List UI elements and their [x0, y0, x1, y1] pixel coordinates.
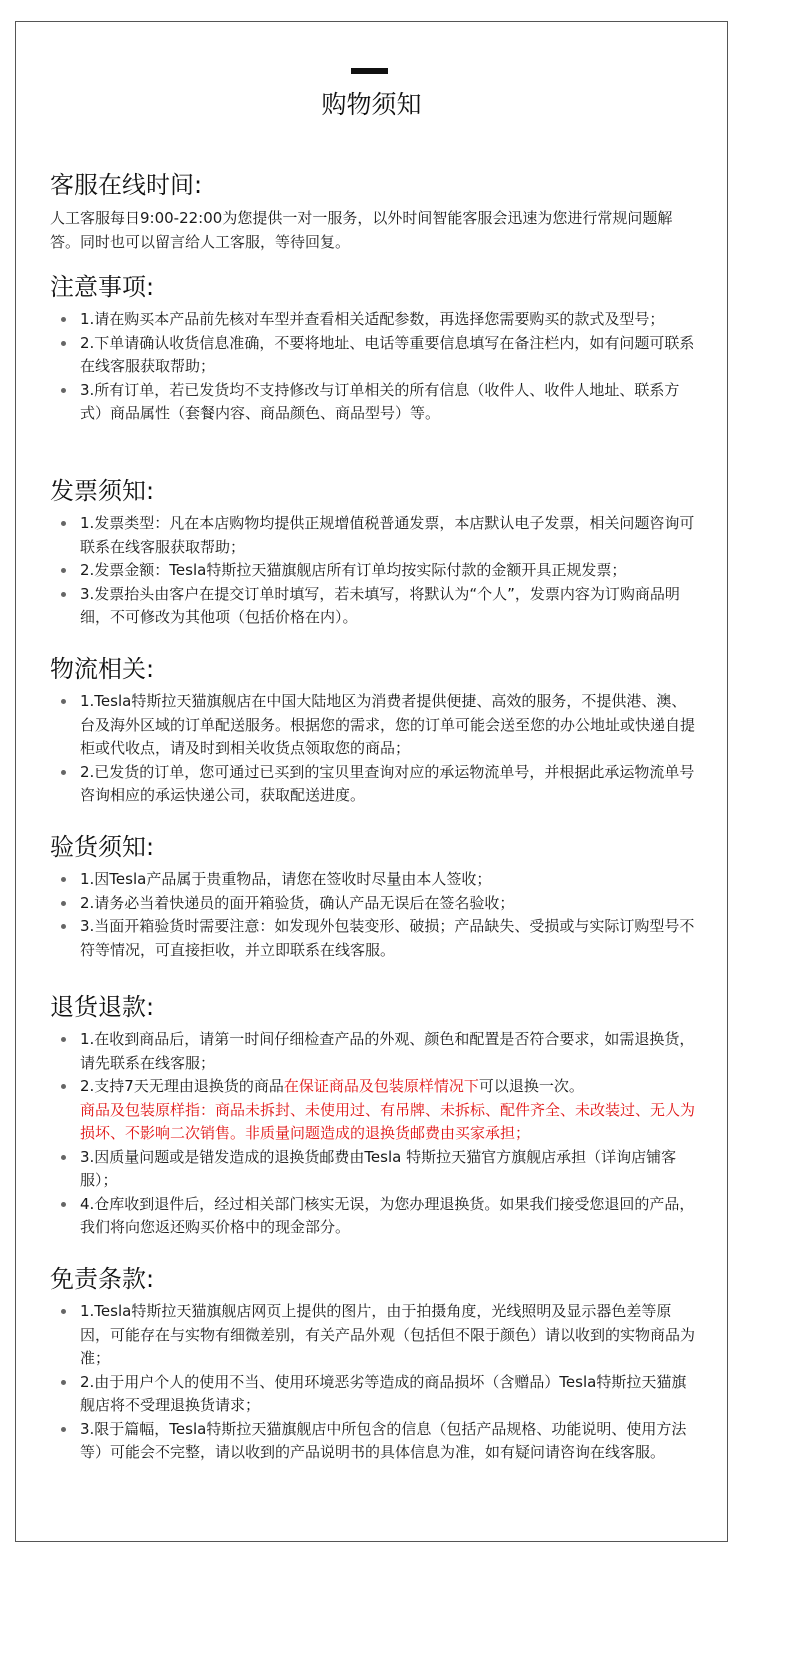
section-logistics	[50, 652, 700, 808]
list-item: 2.下单请确认收货信息准确，不要将地址、电话等重要信息填写在备注栏内，如有问题可联系在线客服获取帮助；	[50, 332, 700, 379]
section-returns	[50, 990, 700, 1240]
section-heading: 免责条款:	[50, 1265, 155, 1293]
list-item: 2.请务必当着快递员的面开箱验货，确认产品无误后在签名验收；	[50, 892, 700, 916]
return-policy-text-end: 可以退换一次。	[478, 1077, 584, 1095]
return-condition-note: 商品及包装原样指：商品未拆封、未使用过、有吊牌、未拆标、配件齐全、未改装过、无人为损坏、不影响二次销售。非质量问题造成的退换货邮费由买家承担；	[80, 1100, 696, 1142]
list-item	[50, 1075, 700, 1099]
section-heading: 退货退款:	[50, 993, 155, 1021]
list-item: 4.仓库收到退件后，经过相关部门核实无误，为您办理退换货。如果我们接受您退回的产品，我们将向您返还购买价格中的现金部分。	[50, 1193, 700, 1240]
section-heading: 物流相关:	[50, 655, 155, 683]
list-item: 2.发票金额：Tesla特斯拉天猫旗舰店所有订单均按实际付款的金额开具正规发票；	[50, 559, 700, 583]
section-text: 人工客服每日9:00-22:00为您提供一对一服务，以外时间智能客服会迅速为您进行常规问题解答。同时也可以留言给人工客服，等待回复。	[50, 209, 673, 251]
section-heading: 发票须知:	[50, 477, 155, 505]
section-notices	[50, 270, 700, 426]
section-disclaimer	[50, 1262, 700, 1465]
list-item: 3.因质量问题或是错发造成的退换货邮费由Tesla 特斯拉天猫官方旗舰店承担（详询店铺客服）；	[50, 1146, 700, 1193]
section-heading: 注意事项:	[50, 273, 155, 301]
section-heading: 客服在线时间:	[50, 171, 203, 199]
list-item: 1.发票类型：凡在本店购物均提供正规增值税普通发票，本店默认电子发票，相关问题咨询可联系在线客服获取帮助；	[50, 512, 700, 559]
list-item: 3.发票抬头由客户在提交订单时填写，若未填写，将默认为“个人”，发票内容为订购商品明细，不可修改为其他项（包括价格在内）。	[50, 583, 700, 630]
page-title: 购物须知	[321, 90, 422, 119]
list-item: 1.在收到商品后，请第一时间仔细检查产品的外观、颜色和配置是否符合要求，如需退换货，请先联系在线客服；	[50, 1028, 700, 1075]
list-item: 3.所有订单，若已发货均不支持修改与订单相关的所有信息（收件人、收件人地址、联系方式）商品属性（套餐内容、商品颜色、商品型号）等。	[50, 379, 700, 426]
list-item: 2.已发货的订单，您可通过已买到的宝贝里查询对应的承运物流单号，并根据此承运物流单号咨询相应的承运快递公司，获取配送进度。	[50, 761, 700, 808]
section-inspection	[50, 830, 700, 962]
list-item: 3.限于篇幅，Tesla特斯拉天猫旗舰店中所包含的信息（包括产品规格、功能说明、使用方法等）可能会不完整，请以收到的产品说明书的具体信息为准，如有疑问请咨询在线客服。	[50, 1418, 700, 1465]
list-item: 1.请在购买本产品前先核对车型并查看相关适配参数，再选择您需要购买的款式及型号；	[50, 308, 700, 332]
title-decoration-bar	[351, 68, 388, 74]
section-heading: 验货须知:	[50, 833, 155, 861]
list-item: 3.当面开箱验货时需要注意：如发现外包装变形、破损；产品缺失、受损或与实际订购型号不符等情况，可直接拒收，并立即联系在线客服。	[50, 915, 700, 962]
section-service-hours	[50, 168, 700, 254]
return-condition-highlight: 在保证商品及包装原样情况下	[283, 1077, 479, 1095]
list-item: 1.Tesla特斯拉天猫旗舰店在中国大陆地区为消费者提供便捷、高效的服务，不提供港、澳、台及海外区域的订单配送服务。根据您的需求，您的订单可能会送至您的办公地址或快递自提柜或代收点，请及时到相关收货点领取您的商品；	[50, 690, 700, 761]
list-item: 1.Tesla特斯拉天猫旗舰店网页上提供的图片，由于拍摄角度，光线照明及显示器色差等原因，可能存在与实物有细微差别，有关产品外观（包括但不限于颜色）请以收到的实物商品为准；	[50, 1300, 700, 1371]
list-item: 2.由于用户个人的使用不当、使用环境恶劣等造成的商品损坏（含赠品）Tesla特斯拉天猫旗舰店将不受理退换货请求；	[50, 1371, 700, 1418]
section-invoice	[50, 474, 700, 630]
return-policy-text: 2.支持7天无理由退换货的商品	[80, 1077, 284, 1095]
list-item: 1.因Tesla产品属于贵重物品，请您在签收时尽量由本人签收；	[50, 868, 700, 892]
